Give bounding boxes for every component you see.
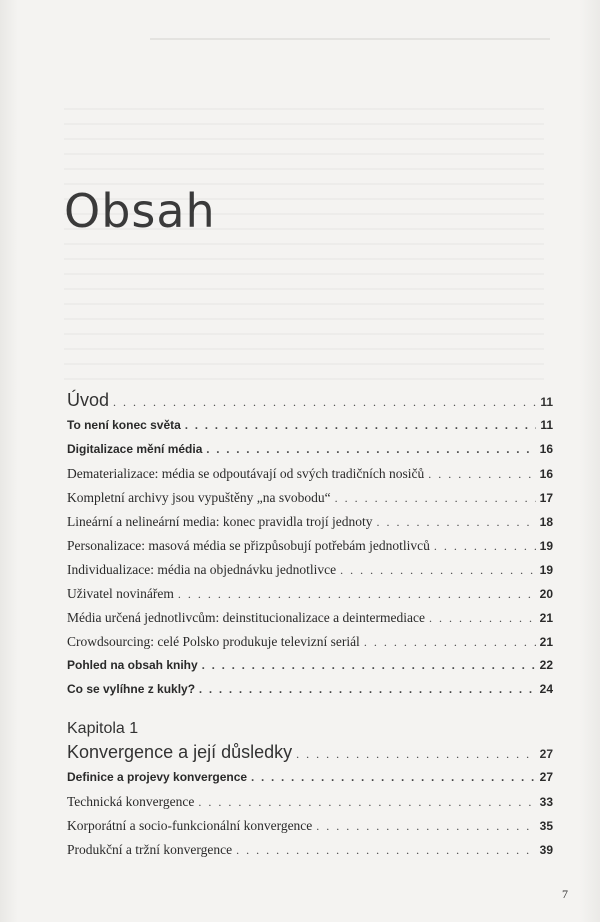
toc-entry-title: Lineární a nelineární media: konec pravidla trojí jednoty xyxy=(67,514,373,529)
toc-page-number: 19 xyxy=(539,563,553,577)
toc-entry-title: Produkční a tržní konvergence xyxy=(67,842,233,857)
toc-entry-title: Crowdsourcing: celé Polsko produkuje televizní seriál xyxy=(67,634,360,649)
dot-leader xyxy=(364,635,536,650)
toc-entry[interactable] xyxy=(67,418,553,442)
toc-entry[interactable] xyxy=(67,466,553,490)
toc-entry[interactable] xyxy=(67,682,553,706)
toc-entry[interactable] xyxy=(67,842,553,866)
dot-leader xyxy=(296,747,536,762)
intro-entries xyxy=(67,418,553,706)
toc-page-number: 16 xyxy=(539,467,553,481)
toc-entry[interactable] xyxy=(67,818,553,842)
toc-entry[interactable] xyxy=(67,794,553,818)
toc-entry[interactable] xyxy=(67,538,553,562)
toc-section-row[interactable] xyxy=(67,390,553,418)
toc-entry-title: Korporátní a socio-funkcionální konvergence xyxy=(67,818,313,833)
dot-leader xyxy=(377,515,536,530)
toc-page-number: 27 xyxy=(539,747,553,761)
dot-leader xyxy=(434,539,536,554)
toc-entry[interactable] xyxy=(67,562,553,586)
dot-leader xyxy=(113,395,536,410)
toc-page-number: 35 xyxy=(539,819,553,833)
toc-page-number: 39 xyxy=(539,843,553,857)
toc-page-number: 33 xyxy=(539,795,553,809)
toc-entry[interactable] xyxy=(67,490,553,514)
toc-entry-title: Co se vylíhne z kukly? xyxy=(67,682,196,696)
toc-entry-title: Personalizace: masová média se přizpůsobují potřebám jednotlivců xyxy=(67,538,430,553)
toc-entry-title: Technická konvergence xyxy=(67,794,195,809)
toc-entry[interactable] xyxy=(67,514,553,538)
toc-entry[interactable] xyxy=(67,586,553,610)
dot-leader xyxy=(428,467,535,482)
toc-entry-title: Dematerializace: média se odpoutávají od svých tradičních nosičů xyxy=(67,466,425,481)
toc-entry[interactable] xyxy=(67,442,553,466)
dot-leader xyxy=(185,418,537,433)
dot-leader xyxy=(199,682,536,697)
toc-section-title: Úvod xyxy=(67,390,110,410)
toc-entry[interactable] xyxy=(67,770,553,794)
dot-leader xyxy=(335,491,536,506)
toc-page-number: 24 xyxy=(539,682,553,696)
toc-page-number: 17 xyxy=(539,491,553,505)
toc-page-number: 27 xyxy=(539,770,553,784)
dot-leader xyxy=(429,611,536,626)
toc-chapter-row[interactable] xyxy=(67,742,553,770)
toc-page-number: 22 xyxy=(539,658,553,672)
page-number: 7 xyxy=(562,887,568,901)
running-header-bleed xyxy=(150,38,550,40)
toc-entry[interactable] xyxy=(67,634,553,658)
toc-entry-title: Individualizace: média na objednávku jednotlivce xyxy=(67,562,337,577)
toc-entry-title: Definice a projevy konvergence xyxy=(67,770,248,784)
dot-leader xyxy=(206,442,535,457)
page-title: Obsah xyxy=(64,183,216,238)
toc-page-number: 11 xyxy=(540,418,553,432)
table-of-contents xyxy=(67,390,553,866)
dot-leader xyxy=(202,658,536,673)
toc-page-number: 20 xyxy=(539,587,553,601)
toc-page-number: 19 xyxy=(539,539,553,553)
toc-entry-title: Kompletní archivy jsou vypuštěny „na svobodu“ xyxy=(67,490,331,505)
toc-entry-title: Pohled na obsah knihy xyxy=(67,658,198,672)
toc-entry[interactable] xyxy=(67,658,553,682)
show-through-text xyxy=(64,95,544,385)
toc-chapter-title: Konvergence a její důsledky xyxy=(67,742,293,762)
toc-entry[interactable] xyxy=(67,610,553,634)
dot-leader xyxy=(198,795,535,810)
toc-entry-title: Digitalizace mění média xyxy=(67,442,203,456)
dot-leader xyxy=(340,563,535,578)
toc-entry-title: Média určená jednotlivcům: deinstitucionalizace a deintermediace xyxy=(67,610,425,625)
toc-entry-title: Uživatel novinářem xyxy=(67,586,174,601)
toc-page-number: 11 xyxy=(540,395,553,409)
dot-leader xyxy=(316,819,535,834)
toc-page-number: 18 xyxy=(539,515,553,529)
dot-leader xyxy=(178,587,536,602)
toc-page-number: 21 xyxy=(539,635,553,649)
chapter-entries xyxy=(67,770,553,866)
chapter-label: Kapitola 1 xyxy=(67,720,139,737)
dot-leader xyxy=(236,843,536,858)
toc-page-number: 16 xyxy=(539,442,553,456)
dot-leader xyxy=(251,770,536,785)
toc-entry-title: To není konec světa xyxy=(67,418,181,432)
toc-page-number: 21 xyxy=(539,611,553,625)
